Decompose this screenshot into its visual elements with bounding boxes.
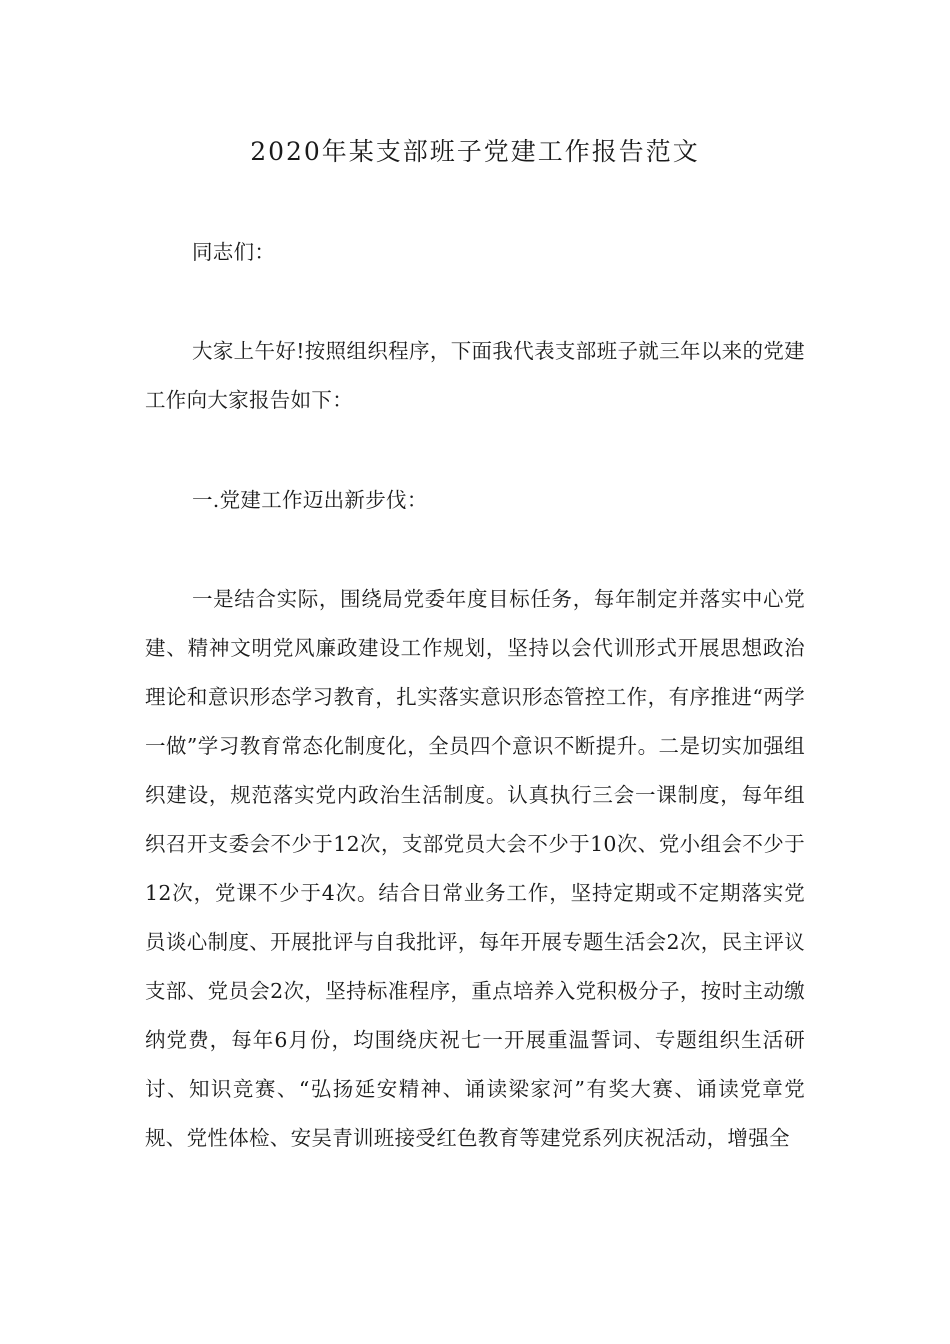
- section-body-paragraph: 一是结合实际，围绕局党委年度目标任务，每年制定并落实中心党建、精神文明党风廉政建设工作规划，坚持以会代训形式开展思想政治理论和意识形态学习教育，扎实落实意识形态管控工作，有序推进“两学一做”学习教育常态化制度化，全员四个意识不断提升。二是切实加强组织建设，规范落实党内政治生活制度。认真执行三会一课制度，每年组织召开支委会不少于12次，支部党员大会不少于10次、党小组会不少于12次，党课不少于4次。结合日常业务工作，坚持定期或不定期落实党员谈心制度、开展批评与自我批评，每年开展专题生活会2次，民主评议支部、党员会2次，坚持标准程序，重点培养入党积极分子，按时主动缴纳党费，每年6月份，均围绕庆祝七一开展重温誓词、专题组织生活研讨、知识竞赛、“弘扬延安精神、诵读梁家河”有奖大赛、诵读党章党规、党性体检、安吴青训班接受红色教育等建党系列庆祝活动，增强全: [145, 587, 805, 1150]
- document-title: 2020年某支部班子党建工作报告范文: [250, 137, 700, 166]
- opening-paragraph: 大家上午好!按照组织程序，下面我代表支部班子就三年以来的党建工作向大家报告如下：: [145, 339, 805, 412]
- salutation: 同志们：: [192, 240, 276, 264]
- section-heading: 一.党建工作迈出新步伐：: [192, 488, 428, 512]
